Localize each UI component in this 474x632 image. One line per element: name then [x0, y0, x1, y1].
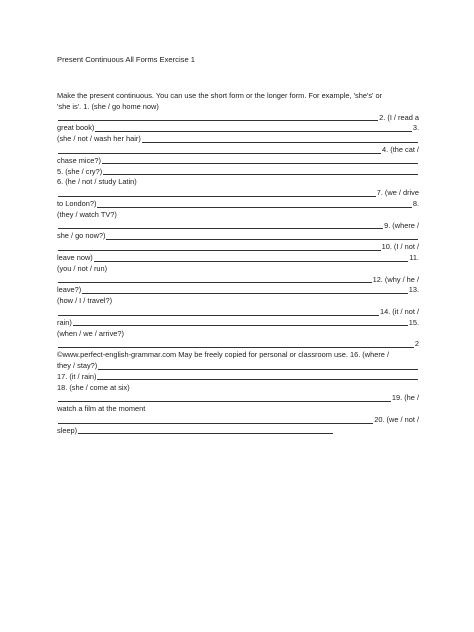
exercise-line [57, 350, 419, 361]
exercise-text: ©www.perfect-english-grammar.com May be freely copied for personal or classroom use. 16. (where / [57, 350, 389, 360]
answer-blank[interactable] [97, 207, 411, 208]
exercise-line [57, 393, 419, 404]
answer-blank[interactable] [58, 196, 376, 197]
answer-blank[interactable] [58, 120, 378, 121]
answer-blank[interactable] [58, 347, 414, 348]
exercise-line [57, 285, 419, 296]
exercise-prompt: chase mice?) [57, 155, 101, 165]
exercise-line [57, 210, 419, 221]
exercise-prompt: (she / not / wash her hair) [57, 134, 141, 144]
exercise-prompt: rain) [57, 317, 72, 327]
exercise-text: Make the present continuous. You can use the short form or the longer form. For example, 'she's' or [57, 91, 383, 100]
exercise-prompt: 13. [408, 285, 419, 295]
exercise-prompt: sleep) [57, 425, 78, 435]
answer-blank[interactable] [102, 163, 418, 164]
exercise-line [57, 102, 419, 113]
answer-blank[interactable] [58, 282, 372, 283]
exercise-line [57, 199, 419, 210]
exercise-prompt: 11. [409, 252, 419, 262]
exercise-prompt: to London?) [57, 198, 97, 208]
exercise-line [57, 404, 419, 415]
exercise-text: 'she is'. 1. (she / go home now) [57, 101, 159, 111]
answer-blank[interactable] [78, 433, 333, 434]
exercise-text: (how / I / travel?) [57, 296, 113, 306]
exercise-line [57, 275, 419, 286]
exercise-prompt: 20. (we / not / [374, 414, 419, 424]
exercise-line [57, 361, 419, 372]
exercise-prompt: 14. (it / not / [379, 306, 419, 316]
exercise-line [57, 156, 419, 167]
exercise-line [57, 253, 419, 264]
exercise-line [57, 296, 419, 307]
exercise-prompt: 3. [412, 123, 419, 133]
exercise-prompt: 4. (the cat / [382, 144, 419, 154]
answer-blank[interactable] [58, 250, 381, 251]
exercise-line [57, 167, 419, 178]
exercise-line [57, 426, 419, 437]
exercise-prompt: great book) [57, 123, 95, 133]
exercise-prompt: 19. (he / [391, 393, 419, 403]
exercise-line [57, 91, 419, 102]
answer-blank[interactable] [58, 153, 381, 154]
exercise-line [57, 188, 419, 199]
answer-blank[interactable] [58, 423, 373, 424]
exercise-line [57, 415, 419, 426]
answer-blank[interactable] [82, 293, 407, 294]
exercise-text: (you / not / run) [57, 263, 108, 273]
exercise-line [57, 113, 419, 124]
exercise-prompt: 2. (I / read a [379, 112, 419, 122]
exercise-prompt: 7. (we / drive [376, 188, 419, 198]
exercise-text: 18. (she / come at six) [57, 382, 130, 392]
answer-blank[interactable] [103, 174, 418, 175]
answer-blank[interactable] [94, 261, 409, 262]
exercise-line [57, 372, 419, 383]
exercise-text: (when / we / arrive?) [57, 328, 124, 338]
answer-blank[interactable] [106, 239, 418, 240]
exercise-prompt: 2 [414, 339, 419, 349]
answer-blank[interactable] [97, 379, 418, 380]
exercise-prompt: she / go now?) [57, 231, 106, 241]
exercise-line [57, 383, 419, 394]
exercise-prompt: 9. (where / [384, 220, 419, 230]
exercise-line [57, 231, 419, 242]
exercise-line [57, 145, 419, 156]
answer-blank[interactable] [98, 369, 418, 370]
answer-blank[interactable] [95, 131, 411, 132]
exercise-prompt: leave?) [57, 285, 82, 295]
page-title: Present Continuous All Forms Exercise 1 [57, 55, 196, 64]
exercise-text: (they / watch TV?) [57, 209, 117, 219]
exercise-line [57, 264, 419, 275]
exercise-line [57, 221, 419, 232]
exercise-line [57, 339, 419, 350]
exercise-line [57, 177, 419, 188]
answer-blank[interactable] [73, 325, 408, 326]
answer-blank[interactable] [58, 401, 391, 402]
exercise-prompt: 15. [408, 317, 419, 327]
exercise-prompt: 17. (it / rain) [57, 371, 97, 381]
exercise-text: 6. (he / not / study Latin) [57, 177, 137, 187]
exercise-prompt: leave now) [57, 252, 93, 262]
exercise-line [57, 329, 419, 340]
exercise-prompt: 12. (why / he / [372, 274, 419, 284]
answer-blank[interactable] [58, 228, 383, 229]
answer-blank[interactable] [58, 315, 379, 316]
answer-blank[interactable] [142, 142, 418, 143]
exercise-line [57, 123, 419, 134]
exercise-prompt: 10. (I / not / [381, 242, 419, 252]
exercise-line [57, 242, 419, 253]
exercise-prompt: they / stay?) [57, 360, 98, 370]
exercise-text: watch a film at the moment [57, 404, 146, 414]
exercise-prompt: 8. [412, 198, 419, 208]
exercise-prompt: 5. (she / cry?) [57, 166, 103, 176]
exercise-line [57, 134, 419, 145]
exercise-line [57, 318, 419, 329]
exercise-line [57, 307, 419, 318]
exercise-body [57, 91, 419, 437]
